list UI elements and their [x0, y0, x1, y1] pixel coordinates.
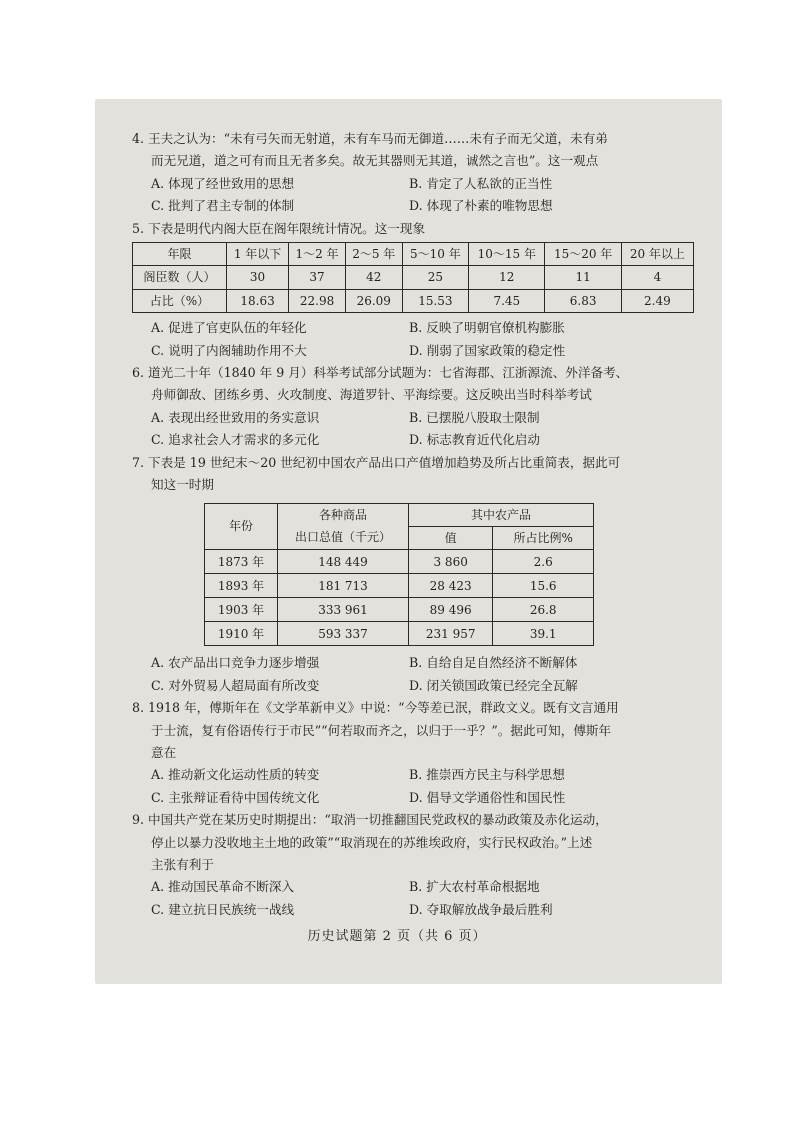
question-5: [132, 218, 702, 362]
table-cell: 1903 年: [205, 598, 278, 622]
options: [151, 652, 702, 697]
table-cell: 148 449: [278, 550, 409, 574]
option-c: C. 对外贸易人超局面有所改变: [151, 677, 320, 693]
table-cell: 181 713: [278, 574, 409, 598]
question-stem-cont: 于士流，复有俗语传行于市民”“何若取而齐之，以归于一乎？”。据此可知，傅斯年: [151, 722, 612, 738]
option-b: B. 推崇西方民主与科学思想: [409, 767, 565, 783]
option-a: A. 推动新文化运动性质的转变: [151, 767, 320, 783]
table-cell: 25: [402, 266, 469, 289]
question-8: [132, 697, 702, 809]
option-b: B. 反映了明朝官僚机构膨胀: [409, 320, 565, 336]
table-header-cell: 所占比例%: [493, 526, 594, 549]
option-a: A. 农产品出口竞争力逐步增强: [151, 655, 320, 671]
table-cell: 4: [621, 266, 693, 289]
cabinet-tenure-table: [132, 242, 694, 313]
export-value-table: [204, 503, 594, 647]
options: [151, 173, 702, 218]
question-stem-cont: 舟师御敌、团练乡勇、火攻制度、海道罗针、平海综要。这反映出当时科举考试: [151, 387, 592, 403]
question-stem-cont: 意在: [151, 744, 177, 760]
table-header-cell: [278, 503, 409, 550]
option-d: D. 削弱了国家政策的稳定性: [409, 342, 566, 358]
option-d: D. 体现了朴素的唯物思想: [409, 198, 553, 214]
option-c: C. 批判了君主专制的体制: [151, 198, 295, 214]
table-cell: 2.6: [493, 550, 594, 574]
table-row: [133, 266, 694, 289]
question-4: [132, 128, 702, 218]
table-cell: 231 957: [409, 622, 493, 646]
question-stem: 5. 下表是明代内阁大臣在阁年限统计情况。这一现象: [132, 220, 426, 236]
table-cell: 26.8: [493, 598, 594, 622]
option-c: C. 主张辩证看待中国传统文化: [151, 789, 320, 805]
option-a: A. 表现出经世致用的务实意识: [151, 409, 320, 425]
question-stem-cont: 停止以暴力没收地主土地的政策”“取消现在的苏维埃政府，实行民权政治。”上述: [151, 834, 593, 850]
header-line: 各种商品: [318, 508, 367, 522]
table-cell: 5～10 年: [402, 243, 469, 266]
question-stem-cont: 主张有利于: [151, 856, 214, 872]
table-cell: 1893 年: [205, 574, 278, 598]
question-6: [132, 362, 702, 452]
table-cell: 11: [545, 266, 621, 289]
option-a: A. 体现了经世致用的思想: [151, 175, 295, 191]
option-c: C. 说明了内阁辅助作用不大: [151, 342, 307, 358]
option-d: D. 倡导文学通俗性和国民性: [409, 789, 566, 805]
table-cell: 15.6: [493, 574, 594, 598]
options: [151, 876, 702, 921]
table-cell: 1～2 年: [289, 243, 346, 266]
table-cell: 15～20 年: [545, 243, 621, 266]
table-header-cell: 值: [409, 526, 493, 549]
table-cell: 593 337: [278, 622, 409, 646]
question-9: [132, 809, 702, 921]
table-header-cell: 其中农产品: [409, 503, 594, 526]
table-row: [133, 289, 694, 312]
table-cell: 28 423: [409, 574, 493, 598]
exam-content: [132, 128, 702, 921]
table-cell: 37: [289, 266, 346, 289]
option-b: B. 已摆脱八股取士限制: [409, 409, 540, 425]
table-cell: 1910 年: [205, 622, 278, 646]
table-cell: 2.49: [621, 289, 693, 312]
option-a: A. 促进了官吏队伍的年轻化: [151, 320, 307, 336]
table-cell: 阁臣数（人）: [133, 266, 227, 289]
question-stem: 6. 道光二十年（1840 年 9 月）科举考试部分试题为：七省海郡、江浙源流、外洋备考、: [132, 365, 629, 381]
table-cell: 7.45: [469, 289, 545, 312]
option-c: C. 追求社会人才需求的多元化: [151, 432, 320, 448]
options: [151, 317, 702, 362]
options: [151, 764, 702, 809]
table-cell: 15.53: [402, 289, 469, 312]
table-cell: 89 496: [409, 598, 493, 622]
options: [151, 407, 702, 452]
table-cell: 39.1: [493, 622, 594, 646]
question-stem: 4. 王夫之认为：“未有弓矢而无射道，未有车马而无御道……未有子而无父道，未有弟: [132, 131, 608, 146]
question-stem: 8. 1918 年，傅斯年在《文学革新申义》中说：“今等差已泯，群政文义。既有文言通用: [132, 700, 619, 716]
header-line: 出口总值（千元）: [294, 530, 391, 545]
table-cell: 20 年以上: [621, 243, 693, 266]
table-cell: 3 860: [409, 550, 493, 574]
question-stem-cont: 而无兄道，道之可有而且无者多矣。故无其器则无其道，诚然之言也”。这一观点: [151, 153, 599, 169]
table-cell: 26.09: [345, 289, 402, 312]
page-footer: 历史试题第 2 页（共 6 页）: [307, 929, 487, 944]
table-header-row: [205, 503, 594, 526]
table-cell: 1 年以下: [226, 243, 288, 266]
table-cell: 6.83: [545, 289, 621, 312]
option-b: B. 自给自足自然经济不断解体: [409, 655, 578, 671]
option-a: A. 推动国民革命不断深入: [151, 879, 295, 895]
table-cell: 2～5 年: [345, 243, 402, 266]
table-header-cell: 年份: [205, 503, 278, 550]
table-cell: 占比（%）: [133, 289, 227, 312]
table-cell: 年限: [133, 243, 227, 266]
question-stem: 7. 下表是 19 世纪末～20 世纪初中国农产品出口产值增加趋势及所占比重简表，据此可: [132, 454, 621, 470]
table-cell: 30: [226, 266, 288, 289]
table-cell: 12: [469, 266, 545, 289]
question-7: [132, 452, 702, 697]
table-row: [205, 574, 594, 598]
table-cell: 333 961: [278, 598, 409, 622]
table-row: [205, 550, 594, 574]
table-cell: 22.98: [289, 289, 346, 312]
table-header-row: [133, 243, 694, 266]
question-stem: 9. 中国共产党在某历史时期提出：“取消一切推翻国民党政权的暴动政策及赤化运动，: [132, 812, 608, 828]
table-cell: 1873 年: [205, 550, 278, 574]
question-stem-cont: 知这一时期: [151, 477, 214, 493]
table-row: [205, 622, 594, 646]
option-b: B. 肯定了人私欲的正当性: [409, 175, 553, 191]
table-cell: 42: [345, 266, 402, 289]
option-d: D. 夺取解放战争最后胜利: [409, 901, 553, 917]
option-c: C. 建立抗日民族统一战线: [151, 901, 295, 917]
option-b: B. 扩大农村革命根据地: [409, 879, 540, 895]
table-cell: 18.63: [226, 289, 288, 312]
table-cell: 10～15 年: [469, 243, 545, 266]
option-d: D. 闭关锁国政策已经完全瓦解: [409, 677, 578, 693]
option-d: D. 标志教育近代化启动: [409, 432, 540, 448]
table-row: [205, 598, 594, 622]
